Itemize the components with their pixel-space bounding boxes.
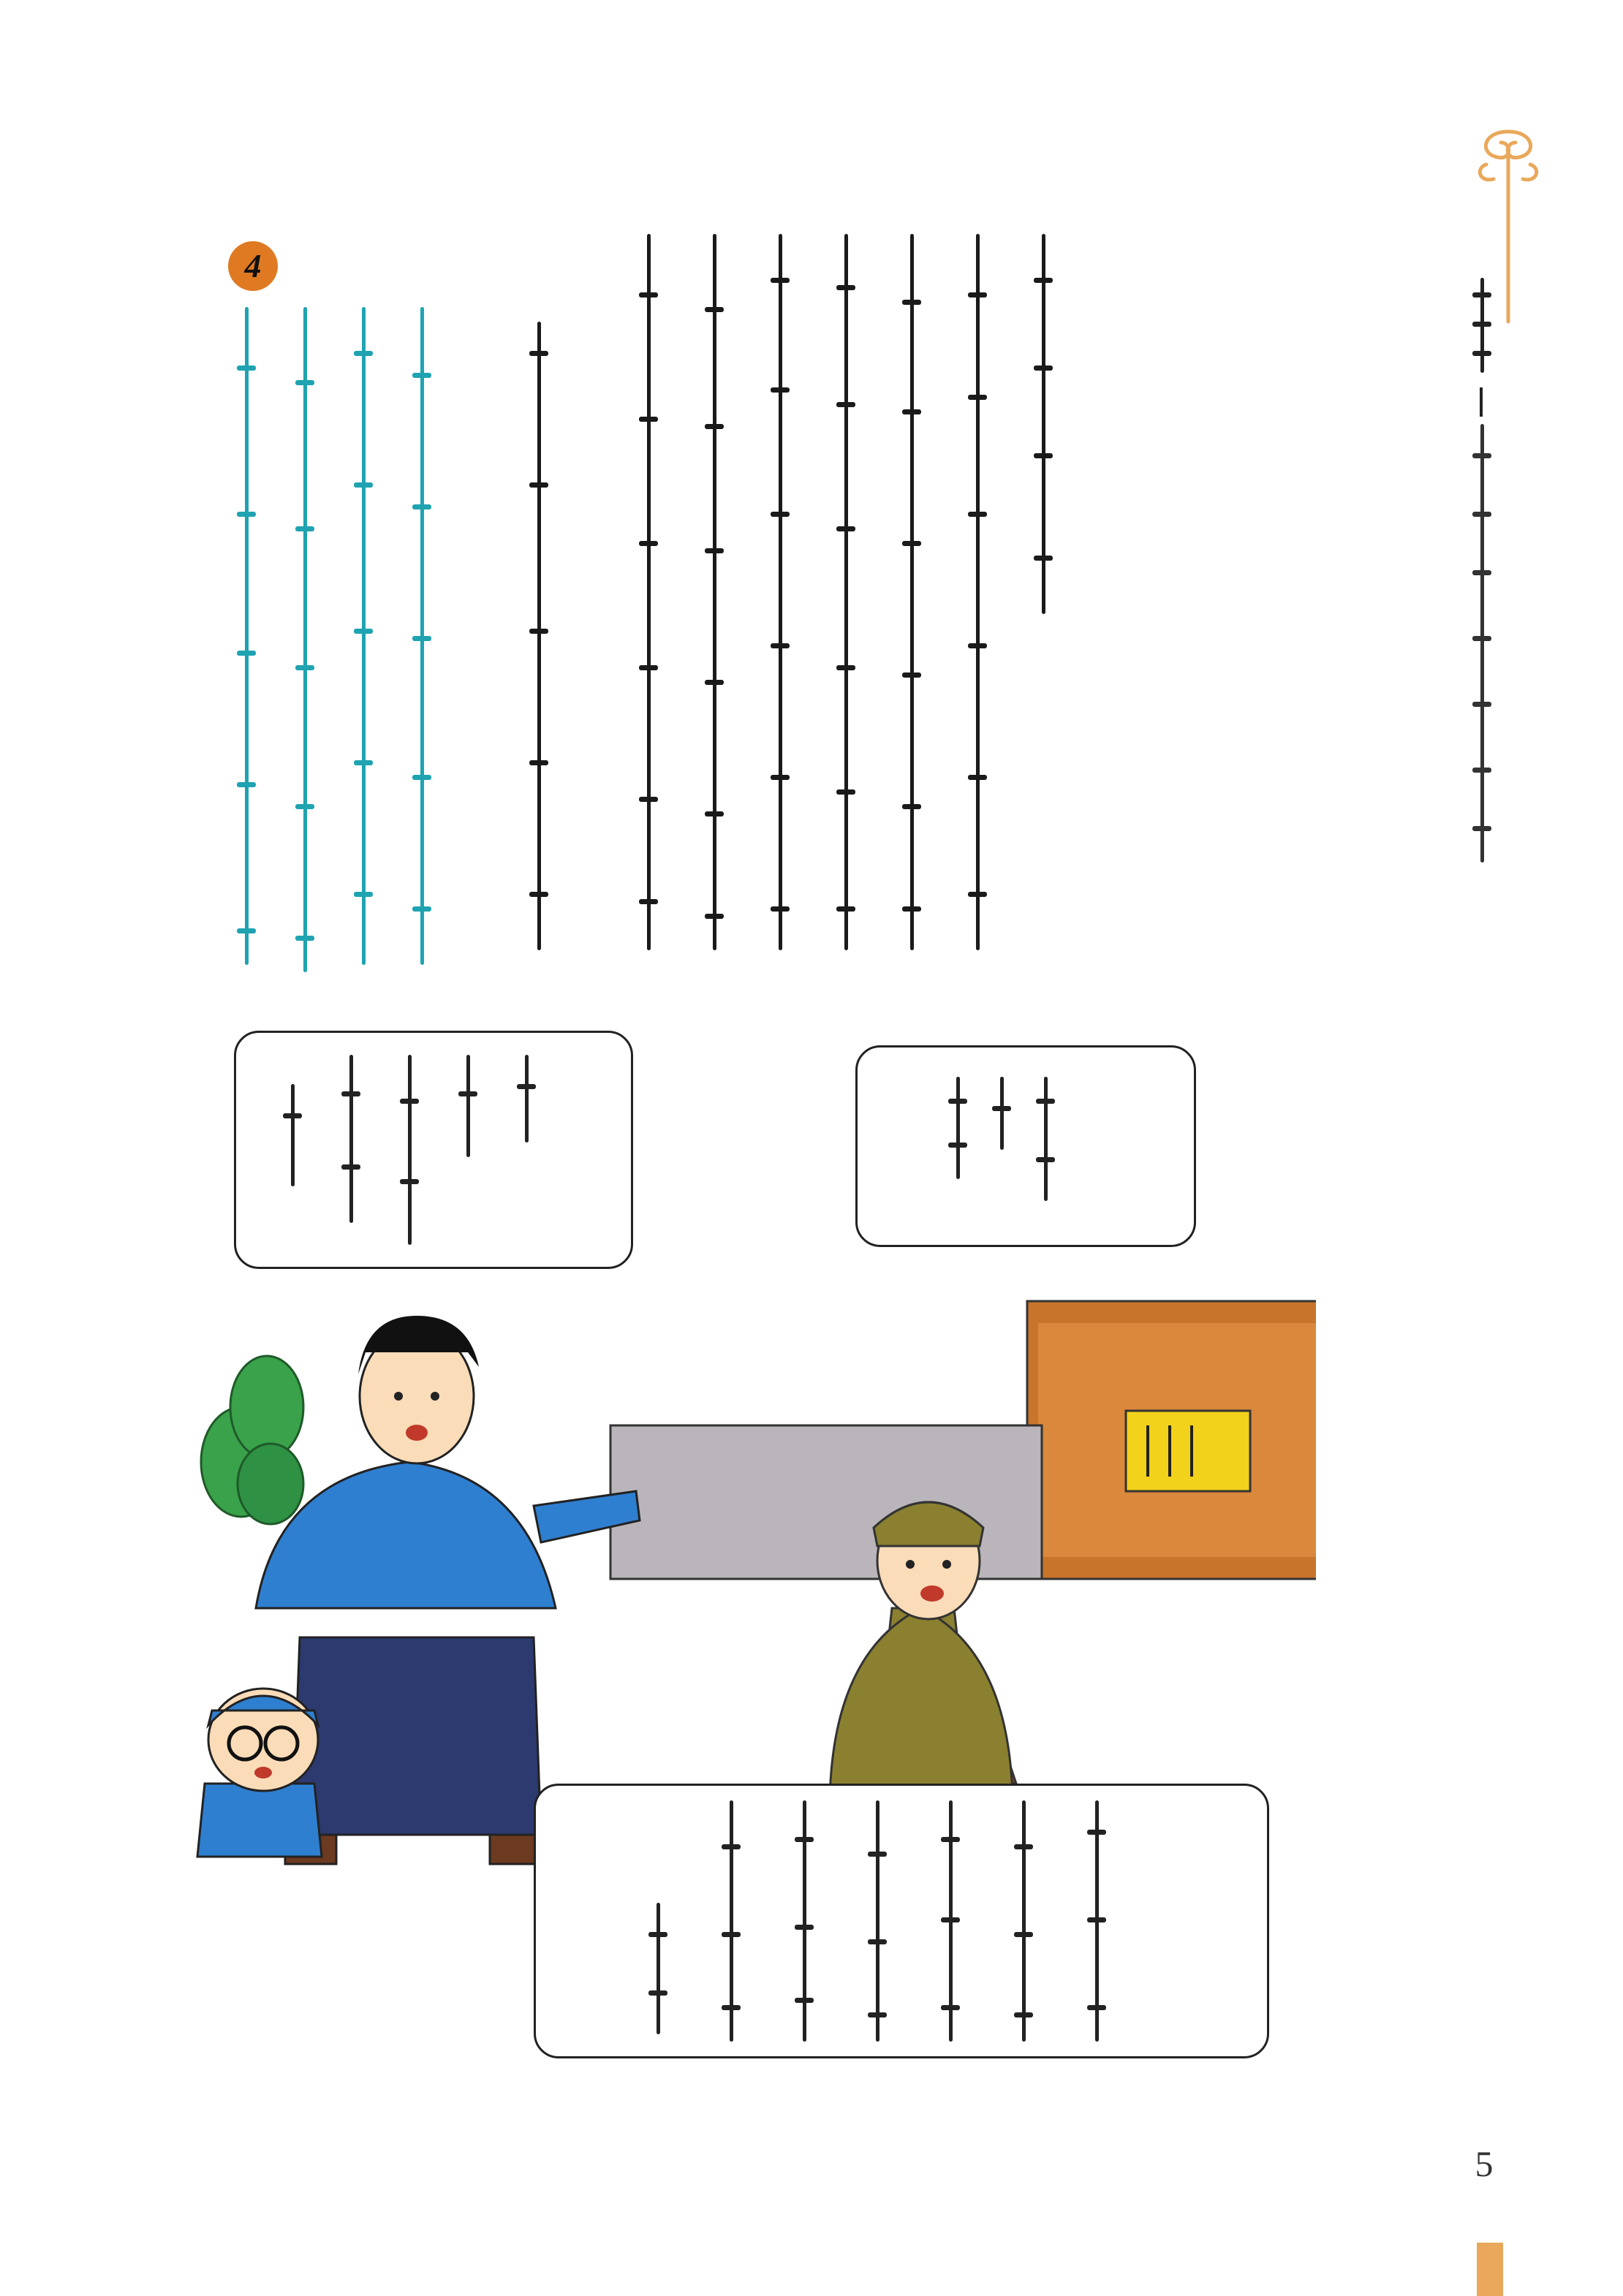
question-line — [409, 307, 434, 965]
bubble-text-line — [865, 1800, 890, 2042]
bubble-text-line — [1084, 1800, 1109, 2042]
text-line — [833, 234, 858, 950]
text-line — [1031, 234, 1056, 614]
question-line — [234, 307, 259, 965]
main-paragraph — [526, 234, 1053, 987]
bushes — [201, 1356, 303, 1524]
bubble-text-line — [1033, 1077, 1058, 1201]
text-line — [636, 234, 661, 950]
speech-bubble-boy — [534, 1784, 1269, 2058]
building-sign — [1126, 1411, 1250, 1491]
running-header-title — [1469, 278, 1499, 863]
text-line — [899, 234, 924, 950]
question-line — [292, 307, 317, 972]
bubble-text-line — [989, 1077, 1014, 1150]
bubble-text-line — [280, 1084, 305, 1186]
text-line — [526, 322, 551, 950]
bubble-text-line — [1011, 1800, 1036, 2042]
text-line — [768, 234, 792, 950]
bubble-text-line — [792, 1800, 817, 2042]
speech-bubble-man-blue — [234, 1031, 633, 1269]
bubble-text-line — [455, 1055, 480, 1157]
text-line — [965, 234, 990, 950]
header-title-word — [1469, 278, 1494, 373]
bubble-text-line — [938, 1800, 963, 2042]
header-subtitle — [1469, 424, 1494, 863]
speech-bubble-man-brown — [855, 1045, 1196, 1247]
question-text — [227, 307, 446, 987]
bubble-text-line — [514, 1055, 539, 1143]
man-blue-shirt — [256, 1316, 640, 1864]
bubble-text-line — [397, 1055, 422, 1245]
bubble-text-line — [945, 1077, 970, 1179]
boy-with-glasses — [197, 1689, 322, 1857]
bubble-text-line — [646, 1903, 670, 2034]
page-number: 5 — [1475, 2143, 1494, 2184]
bubble-text-line — [338, 1055, 363, 1223]
text-line — [702, 234, 727, 950]
bubble-text-line — [719, 1800, 744, 2042]
question-number-badge: 4 — [228, 241, 278, 291]
header-dash — [1480, 387, 1483, 417]
question-line — [351, 307, 376, 965]
footer-accent-bar — [1477, 2243, 1503, 2296]
